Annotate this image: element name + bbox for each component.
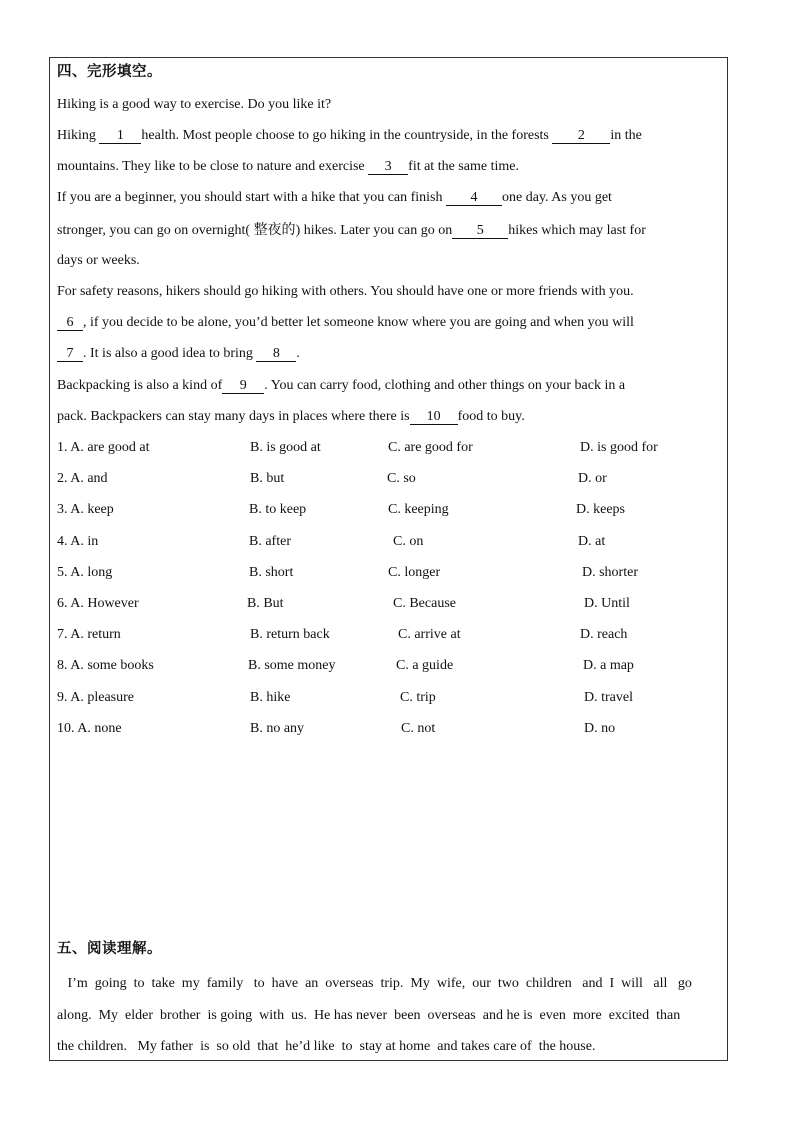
q9-option-a[interactable]: 9. A. pleasure xyxy=(57,690,134,705)
question-3 xyxy=(57,501,727,519)
q3-option-d[interactable]: D. keeps xyxy=(576,502,625,517)
q10-option-d[interactable]: D. no xyxy=(584,721,616,736)
question-5 xyxy=(57,564,727,582)
q9-option-b[interactable]: B. hike xyxy=(250,690,291,705)
q7-option-d[interactable]: D. reach xyxy=(580,627,628,642)
blank-6: 6 xyxy=(57,315,83,331)
cloze-p2-line3: days or weeks. xyxy=(57,253,140,268)
q9-option-c[interactable]: C. trip xyxy=(400,690,436,705)
question-2 xyxy=(57,470,727,488)
worksheet-frame xyxy=(49,57,728,1061)
q2-option-b[interactable]: B. but xyxy=(250,471,285,486)
blank-1: 1 xyxy=(99,128,141,144)
q3-option-a[interactable]: 3. A. keep xyxy=(57,502,114,517)
question-8 xyxy=(57,657,727,675)
q5-option-c[interactable]: C. longer xyxy=(388,565,441,580)
q1-option-c[interactable]: C. are good for xyxy=(388,440,473,455)
q2-option-c[interactable]: C. so xyxy=(387,471,416,486)
question-10 xyxy=(57,720,727,738)
cloze-p4-line2: pack. Backpackers can stay many days in places where there is 10 food to buy. xyxy=(57,409,525,424)
q8-option-d[interactable]: D. a map xyxy=(583,658,634,673)
q7-option-c[interactable]: C. arrive at xyxy=(398,627,461,642)
blank-2: 2 xyxy=(552,128,610,144)
blank-3: 3 xyxy=(368,159,408,175)
q10-option-a[interactable]: 10. A. none xyxy=(57,721,122,736)
reading-line-2: along. My elder brother is going with us. He has never been overseas and he is even more excited than xyxy=(57,1008,681,1023)
q6-option-b[interactable]: B. But xyxy=(247,596,284,611)
q1-option-a[interactable]: 1. A. are good at xyxy=(57,440,150,455)
question-1 xyxy=(57,439,727,457)
q4-option-c[interactable]: C. on xyxy=(393,534,424,549)
q4-option-a[interactable]: 4. A. in xyxy=(57,534,99,549)
q4-option-d[interactable]: D. at xyxy=(578,534,606,549)
q9-option-d[interactable]: D. travel xyxy=(584,690,633,705)
cloze-p2-line1: If you are a beginner, you should start with a hike that you can finish 4 one day. As you get xyxy=(57,190,612,205)
q10-option-c[interactable]: C. not xyxy=(401,721,436,736)
q8-option-c[interactable]: C. a guide xyxy=(396,658,454,673)
q2-option-d[interactable]: D. or xyxy=(578,471,607,486)
cloze-p1-line2: mountains. They like to be close to nature and exercise 3 fit at the same time. xyxy=(57,159,519,174)
question-9 xyxy=(57,689,727,707)
q6-option-a[interactable]: 6. A. However xyxy=(57,596,139,611)
q2-option-a[interactable]: 2. A. and xyxy=(57,471,108,486)
question-7 xyxy=(57,626,727,644)
q3-option-c[interactable]: C. keeping xyxy=(388,502,449,517)
q6-option-c[interactable]: C. Because xyxy=(393,596,456,611)
q5-option-d[interactable]: D. shorter xyxy=(582,565,638,580)
cloze-p4-line1: Backpacking is also a kind of 9 . You can carry food, clothing and other things on your back in a xyxy=(57,378,626,393)
blank-10: 10 xyxy=(410,409,458,425)
q3-option-b[interactable]: B. to keep xyxy=(249,502,307,517)
blank-9: 9 xyxy=(222,378,264,394)
q7-option-a[interactable]: 7. A. return xyxy=(57,627,121,642)
question-6 xyxy=(57,595,727,613)
cloze-p3-line1: For safety reasons, hikers should go hiking with others. You should have one or more friends with you. xyxy=(57,284,634,299)
blank-8: 8 xyxy=(256,346,296,362)
q1-option-b[interactable]: B. is good at xyxy=(250,440,321,455)
blank-4: 4 xyxy=(446,190,502,206)
reading-line-3: the children. My father is so old that he’d like to stay at home and takes care of the house. xyxy=(57,1039,596,1054)
q4-option-b[interactable]: B. after xyxy=(249,534,291,549)
q6-option-d[interactable]: D. Until xyxy=(584,596,630,611)
q8-option-a[interactable]: 8. A. some books xyxy=(57,658,154,673)
reading-section-title: 五、阅读理解。 xyxy=(57,941,162,957)
cloze-section-title: 四、完形填空。 xyxy=(57,64,162,80)
q5-option-b[interactable]: B. short xyxy=(249,565,294,580)
cloze-p1-line1: Hiking 1 health. Most people choose to go hiking in the countryside, in the forests 2 in the xyxy=(57,128,642,143)
blank-5: 5 xyxy=(452,223,508,239)
chinese-gloss: 整夜的 xyxy=(253,222,296,238)
q8-option-b[interactable]: B. some money xyxy=(248,658,336,673)
q10-option-b[interactable]: B. no any xyxy=(250,721,305,736)
question-4 xyxy=(57,533,727,551)
cloze-intro: Hiking is a good way to exercise. Do you like it? xyxy=(57,97,332,112)
q5-option-a[interactable]: 5. A. long xyxy=(57,565,113,580)
cloze-p3-line3: 7 . It is also a good idea to bring 8 . xyxy=(57,345,721,363)
blank-7: 7 xyxy=(57,346,83,362)
reading-line-1: I’m going to take my family to have an overseas trip. My wife, our two children and I will all go xyxy=(57,976,692,991)
cloze-p2-line2: stronger, you can go on overnight( 整夜的) hikes. Later you can go on 5 hikes which may last for xyxy=(57,222,646,238)
q7-option-b[interactable]: B. return back xyxy=(250,627,330,642)
q1-option-d[interactable]: D. is good for xyxy=(580,440,658,455)
cloze-p3-line2: 6 , if you decide to be alone, you’d better let someone know where you are going and when you will xyxy=(57,314,721,332)
